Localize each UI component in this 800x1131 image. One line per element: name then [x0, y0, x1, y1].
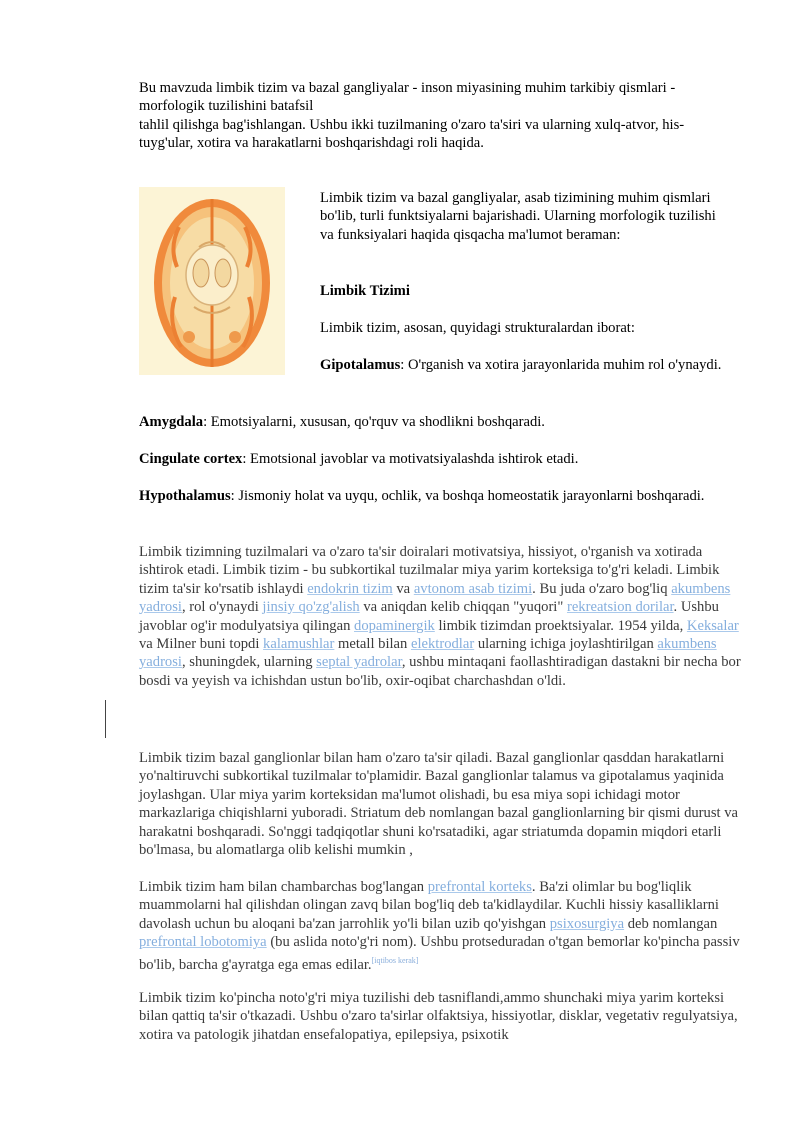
- paragraph-bazal-ganglionlar: Limbik tizim bazal ganglionlar bilan ham o'zaro ta'sir qiladi. Bazal ganglionlar qasddan harakatlarni yo'naltiruvchi subkortikal tuzilmalar to'plamidir. Bazal ganglionlar talamus va gipotalamus yaqinida joylashgan. Ular miya yarim korteksidan ma'lumot olishadi, bu esa miya sopi ichidagi motor markazlariga chiqishlarni yuboradi. Striatum deb nomlangan bazal ganglionlarning bir qismi durust va harakatni boshqaradi. So'nggi tadqiqotlar shuni ko'rsatadiki, agar striatumda dopamin miqdori etarli bo'lmasa, bu alomatlarga olib kelishi mumkin ,: [139, 750, 738, 859]
- limbik-tizimi-heading: [320, 282, 730, 300]
- paragraph-prefrontal: [139, 878, 744, 974]
- link-kalamushlar[interactable]: kalamushlar: [263, 636, 335, 653]
- text: , ushbu mintaqani faollashtiradigan dastakni bir necha bor bosdi va yeyish va ichishdan ustun bo'lib, oxir-oqibat charchashdan o'ldi.: [139, 654, 741, 689]
- gipotalamus-text: : O'rganish va xotira jarayonlarida muhim rol o'ynaydi.: [400, 357, 722, 373]
- brain-section-illustration: [139, 187, 285, 375]
- text: , shuningdek, ularning: [181, 654, 317, 671]
- text: limbik tizimdan proektsiyalar. 1954 yilda,: [434, 617, 687, 634]
- text: Limbik tizim ham bilan chambarchas bog'langan: [139, 879, 428, 895]
- term-label: Hypothalamus: [139, 488, 231, 504]
- text: (bu aslida noto'g'ri nom). Ushbu protseduradan o'tgan bemorlar ko'pincha passiv bo'lib, barcha g'ayratga ega emas edilar.: [139, 934, 740, 973]
- link-keksalar[interactable]: Keksalar: [686, 617, 739, 634]
- term-amygdala: [139, 413, 744, 431]
- paragraph-limbik-tasnif: Limbik tizim ko'pincha noto'g'ri miya tuzilishi deb tasniflandi,ammo shunchaki miya yarim korteksi bilan qattiq ta'sir o'tkazadi. Ushbu o'zaro ta'sirlar olfaktsiya, hissiyotlar, disklar, vegetativ regulyatsiya, xotira va patologik jihatdan ensefalopatiya, epilepsiya, psixotik: [139, 990, 738, 1043]
- intro-paragraph: [139, 79, 744, 153]
- text-cursor: [105, 700, 106, 738]
- brain-section-svg: [139, 187, 285, 375]
- link-akumbens-yadrosi[interactable]: akumbens yadrosi: [139, 580, 731, 616]
- term-label: Cingulate cortex: [139, 451, 243, 467]
- link-psixosurgiya[interactable]: psixosurgiya: [549, 915, 625, 932]
- text: va: [392, 580, 414, 597]
- text: va Milner buni topdi: [139, 636, 264, 653]
- text: . Ushbu javoblar og'ir modulyatsiya qilingan: [139, 599, 719, 634]
- right-col-paragraph-1: Limbik tizim va bazal gangliyalar, asab tizimining muhim qismlari bo'lib, turli funktsiyalarni bajarishadi. Ularning morfologik tuzilishi va funksiyalari haqida qisqacha ma'lumot beraman:: [320, 190, 716, 243]
- link-endokrin-tizim[interactable]: endokrin tizim: [307, 580, 393, 597]
- right-col-paragraph-2: Limbik tizim, asosan, quyidagi strukturalardan iborat:: [320, 320, 635, 336]
- term-text: : Jismoniy holat va uyqu, ochlik, va boshqa homeostatik jarayonlarni boshqaradi.: [230, 488, 705, 504]
- intro-line-1: Bu mavzuda limbik tizim va bazal gangliyalar - inson miyasining muhim tarkibiy qismlari -: [139, 80, 676, 96]
- link-rekreatsion-dorilar[interactable]: rekreatsion dorilar: [566, 599, 674, 616]
- link-septal-yadrolar[interactable]: septal yadrolar: [316, 654, 402, 671]
- text: , rol o'ynaydi: [181, 599, 263, 616]
- text: deb nomlangan: [624, 915, 718, 932]
- link-jinsiy-qozgalish[interactable]: jinsiy qo'zg'alish: [262, 599, 360, 616]
- term-text: : Emotsiyalarni, xususan, qo'rquv va shodlikni boshqaradi.: [203, 414, 545, 430]
- link-elektrodlar[interactable]: elektrodlar: [410, 636, 475, 653]
- gipotalamus-term: Gipotalamus: [320, 357, 401, 373]
- intro-line-4: tuyg'ular, xotira va harakatlarni boshqarishdagi roli haqida.: [139, 135, 484, 152]
- link-prefrontal-lobotomiya[interactable]: prefrontal lobotomiya: [139, 934, 267, 951]
- term-label: Amygdala: [139, 414, 204, 430]
- link-avtonom-asab-tizimi[interactable]: avtonom asab tizimi: [413, 580, 533, 597]
- text: ularning ichiga joylashtirilgan: [474, 636, 658, 653]
- intro-line-2: morfologik tuzilishini batafsil: [139, 98, 314, 115]
- text: va aniqdan kelib chiqqan "yuqori": [359, 599, 567, 616]
- text: Limbik tizimning tuzilmalari va o'zaro ta'sir doiralari motivatsiya, hissiyot, o'rganish va xotirada ishtirok etadi. Limbik tizim - bu subkortikal tuzilmalar miya yarim korteksiga to'g'ri keladi. Limbik tizim ta'sir ko'rsatib ishlaydi: [139, 544, 720, 597]
- term-hypothalamus: [139, 487, 744, 505]
- link-prefrontal-korteks[interactable]: prefrontal korteks: [427, 879, 532, 895]
- term-cingulate: [139, 450, 744, 468]
- text: . Ba'zi olimlar bu bog'liqlik muammolarni hal qilishdan olingan zavq bilan bog'liq deb ta'kidlaydilar. Kuchli hissiy kasalliklarni davolash uchun bu aloqani ba'zan jarrohlik yo'li bilan uzib qo'yishgan: [139, 879, 719, 932]
- term-text: : Emotsional javoblar va motivatsiyalashda ishtirok etadi.: [242, 451, 579, 467]
- link-dopaminergik[interactable]: dopaminergik: [354, 617, 435, 634]
- paragraph-limbik-tuzilmalari: [139, 543, 744, 690]
- intro-line-3: tahlil qilishga bag'ishlangan. Ushbu ikki tuzilmaning o'zaro ta'siri va ularning xulq-atvor, his-: [139, 116, 685, 133]
- heading-text: Limbik Tizimi: [320, 283, 410, 299]
- text: . Bu juda o'zaro bog'liq: [532, 580, 672, 597]
- text: metall bilan: [334, 636, 411, 653]
- citation-needed-link[interactable]: [iqtibos kerak]: [371, 955, 419, 965]
- link-akumbens-yadrosi-2[interactable]: akumbens yadrosi: [139, 636, 717, 671]
- gipotalamus-item: [320, 356, 730, 374]
